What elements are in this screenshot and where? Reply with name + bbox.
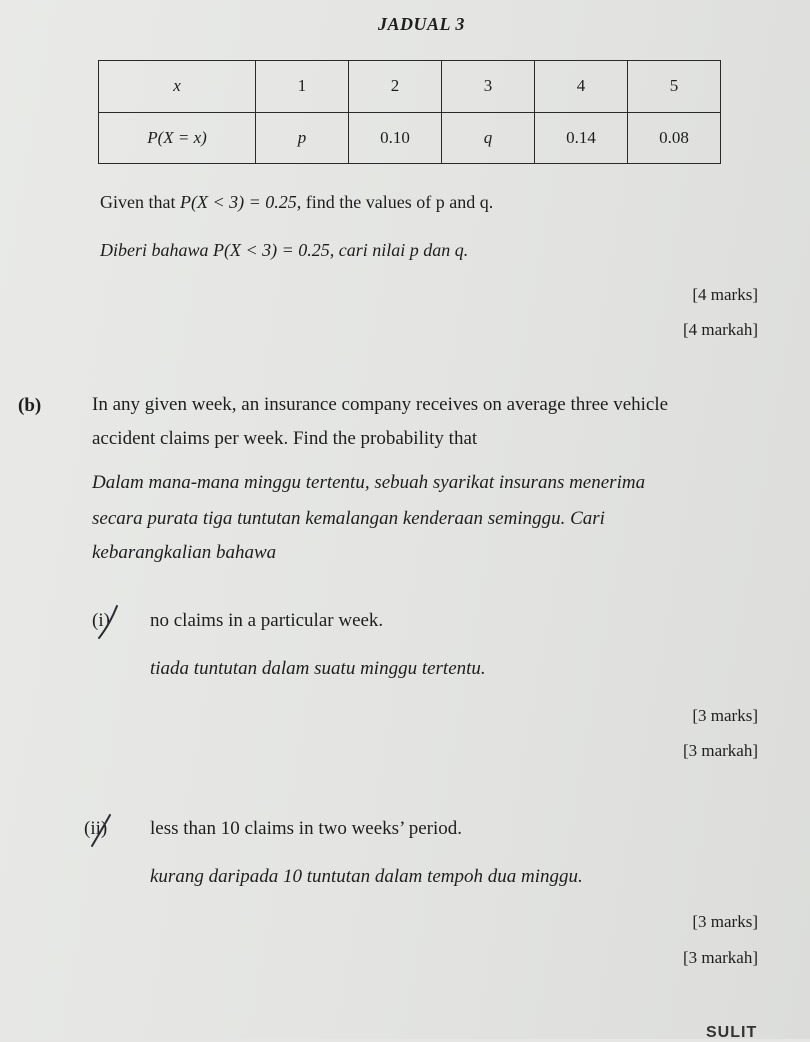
question-a-malay-expression: P(X < 3) = 0.25 <box>213 240 330 260</box>
question-b-malay-line1: Dalam mana-mana minggu tertentu, sebuah syarikat insurans menerima <box>92 472 646 493</box>
question-b-english-line2: accident claims per week. Find the probability that <box>92 428 478 449</box>
question-a-english-expression: P(X < 3) = 0.25 <box>179 192 297 212</box>
probability-distribution-table <box>98 60 721 164</box>
marks-ii-malay: [3 markah] <box>682 948 758 967</box>
x-value-cell: 3 <box>442 61 535 113</box>
page-footer-sulit: SULIT <box>706 1024 758 1041</box>
sub-question-ii-english: less than 10 claims in two weeks’ period. <box>150 818 463 839</box>
x-value-cell: 5 <box>628 61 721 113</box>
question-a-english <box>100 192 493 213</box>
sub-question-ii-malay: kurang daripada 10 tuntutan dalam tempoh dua minggu. <box>150 866 583 887</box>
sub-question-ii-label: (ii) <box>84 818 108 839</box>
question-a-malay-suffix: , cari nilai p dan q. <box>329 240 469 260</box>
marks-ii-english: [3 marks] <box>692 912 758 931</box>
p-value-cell: 0.14 <box>535 112 628 164</box>
row-label-probability: P(X = x) <box>99 112 256 164</box>
question-b-label: (b) <box>18 395 42 416</box>
question-b-malay-line3: kebarangkalian bahawa <box>92 542 277 563</box>
marks-i-malay: [3 markah] <box>682 741 758 760</box>
x-value-cell: 4 <box>535 61 628 113</box>
question-a-english-suffix: , find the values of p and q. <box>296 192 494 212</box>
p-value-cell: 0.08 <box>628 112 721 164</box>
question-a-english-prefix: Given that <box>100 192 180 212</box>
marks-a-english: [4 marks] <box>692 285 758 304</box>
table-row-x <box>99 61 721 113</box>
x-value-cell: 2 <box>349 61 442 113</box>
sub-question-i-label: (i) <box>92 610 110 631</box>
p-value-cell: p <box>256 112 349 164</box>
x-value-cell: 1 <box>256 61 349 113</box>
question-b-malay-line2: secara purata tiga tuntutan kemalangan kenderaan seminggu. Cari <box>92 508 605 529</box>
question-a-malay <box>100 240 468 261</box>
row-label-x: x <box>99 61 256 113</box>
marks-a-malay: [4 markah] <box>682 320 758 339</box>
sub-question-i-malay: tiada tuntutan dalam suatu minggu tertentu. <box>150 658 486 679</box>
sub-question-i-english: no claims in a particular week. <box>150 610 384 631</box>
question-b-english-line1: In any given week, an insurance company receives on average three vehicle <box>92 394 669 415</box>
table-heading: JADUAL 3 <box>378 14 465 34</box>
pen-strike-icon <box>86 812 112 850</box>
p-value-cell: q <box>442 112 535 164</box>
p-value-cell: 0.10 <box>349 112 442 164</box>
marks-i-english: [3 marks] <box>692 706 758 725</box>
pen-strike-icon <box>93 604 119 642</box>
table-row-probability <box>99 112 721 164</box>
question-a-malay-prefix: Diberi bahawa <box>100 240 214 260</box>
